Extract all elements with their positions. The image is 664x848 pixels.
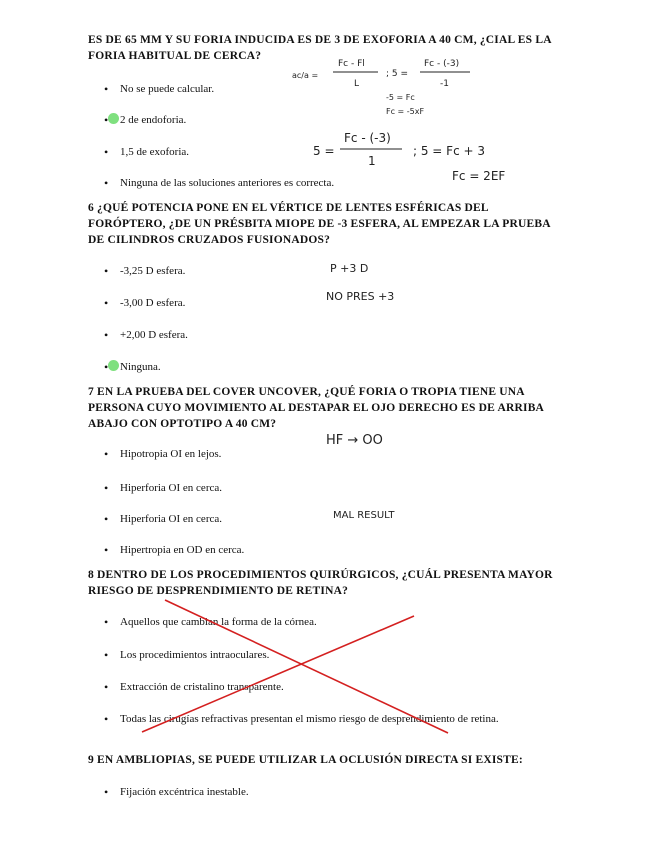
hw-q5-l: ; 5 = Fc + 3 bbox=[413, 144, 485, 158]
hw-q5-m: Fc = 2EF bbox=[452, 169, 506, 183]
bullet-icon: • bbox=[104, 512, 109, 526]
q5-option-1-text: No se puede calcular. bbox=[120, 83, 215, 95]
q7-option-3 bbox=[104, 512, 554, 526]
q8-option-4 bbox=[104, 712, 544, 726]
q6-option-2-text: -3,00 D esfera. bbox=[120, 297, 186, 309]
hw-q7-b: MAL RESULT bbox=[333, 510, 395, 521]
q8-option-2 bbox=[104, 648, 554, 662]
hw-q5-i: 5 = bbox=[313, 144, 335, 158]
q6-option-1 bbox=[104, 264, 554, 278]
hw-q5-d: ; 5 = bbox=[386, 69, 409, 79]
bullet-icon: • bbox=[104, 296, 109, 310]
q9-option-1 bbox=[104, 785, 554, 799]
q6-option-4 bbox=[104, 360, 554, 374]
q5-option-4 bbox=[104, 176, 554, 190]
q5-option-3 bbox=[104, 145, 554, 159]
bullet-icon: • bbox=[104, 328, 109, 342]
answer-highlight-mark bbox=[108, 360, 119, 371]
bullet-icon: • bbox=[104, 447, 109, 461]
q7-option-1-text: Hipotropia OI en lejos. bbox=[120, 448, 222, 460]
hw-q6-a: P +3 D bbox=[330, 262, 369, 275]
question-7-title: 7 EN LA PRUEBA DEL COVER UNCOVER, ¿QUÉ FORIA O TROPIA TIENE UNA PERSONA CUYO MOVIMIENTO AL DESTAPAR EL OJO DERECHO ES DE ARRIBA ABAJO CON OPTOTIPO A 40 CM? bbox=[88, 386, 544, 430]
hw-q6-b: NO PRES +3 bbox=[326, 290, 395, 303]
bullet-icon: • bbox=[104, 481, 109, 495]
hw-q5-e: Fc - (-3) bbox=[424, 59, 460, 69]
q8-option-1 bbox=[104, 615, 554, 629]
bullet-icon: • bbox=[104, 360, 109, 374]
bullet-icon: • bbox=[104, 264, 109, 278]
hw-q7-a: HF → OO bbox=[326, 433, 383, 448]
q5-option-2-text: 2 de endoforia. bbox=[120, 114, 187, 126]
hw-q5-b: Fc - Fl bbox=[338, 59, 365, 69]
question-6-title: 6 ¿QUÉ POTENCIA PONE EN EL VÉRTICE DE LENTES ESFÉRICAS DEL FORÓPTERO, ¿DE UN PRÉSBITA MIOPE DE -3 ESFERA, AL EMPEZAR LA PRUEBA DE CILINDROS CRUZADOS FUSIONADOS? bbox=[88, 202, 551, 246]
q8-option-2-text: Los procedimientos intraoculares. bbox=[120, 649, 270, 661]
q8-option-1-text: Aquellos que cambian la forma de la córnea. bbox=[120, 616, 317, 628]
q6-option-1-text: -3,25 D esfera. bbox=[120, 265, 186, 277]
q6-option-3-text: +2,00 D esfera. bbox=[120, 329, 188, 341]
hw-q5-j: Fc - (-3) bbox=[344, 131, 391, 145]
bullet-icon: • bbox=[104, 712, 109, 726]
hw-q5-g: -5 = Fc bbox=[386, 93, 415, 102]
bullet-icon: • bbox=[104, 543, 109, 557]
q6-option-4-text: Ninguna. bbox=[120, 361, 161, 373]
hw-q5-k: 1 bbox=[368, 154, 376, 168]
hw-q5-f: -1 bbox=[440, 79, 449, 89]
bullet-icon: • bbox=[104, 680, 109, 694]
bullet-icon: • bbox=[104, 82, 109, 96]
bullet-icon: • bbox=[104, 145, 109, 159]
q5-option-1 bbox=[104, 82, 554, 96]
q8-option-3 bbox=[104, 680, 554, 694]
bullet-icon: • bbox=[104, 113, 109, 127]
bullet-icon: • bbox=[104, 615, 109, 629]
q5-option-4-text: Ninguna de las soluciones anteriores es correcta. bbox=[120, 177, 335, 189]
q7-option-1 bbox=[104, 447, 554, 461]
q7-option-2-text: Hiperforia OI en cerca. bbox=[120, 482, 222, 494]
q8-option-4-text: Todas las cirugías refractivas presentan el mismo riesgo de desprendimiento de retina. bbox=[120, 713, 499, 725]
hw-q5-a: ac/a = bbox=[292, 71, 319, 80]
q7-option-4-text: Hipertropia en OD en cerca. bbox=[120, 544, 245, 556]
q6-option-3 bbox=[104, 328, 554, 342]
answer-highlight-mark bbox=[108, 113, 119, 124]
q7-option-3-text: Hiperforia OI en cerca. bbox=[120, 513, 222, 525]
bullet-icon: • bbox=[104, 785, 109, 799]
q7-option-4 bbox=[104, 543, 554, 557]
q9-option-1-text: Fijación excéntrica inestable. bbox=[120, 786, 249, 798]
q5-option-2 bbox=[104, 113, 554, 127]
hw-q5-h: Fc = -5xF bbox=[386, 107, 425, 116]
bullet-icon: • bbox=[104, 176, 109, 190]
question-8-title: 8 DENTRO DE LOS PROCEDIMIENTOS QUIRÚRGICOS, ¿CUÁL PRESENTA MAYOR RIESGO DE DESPRENDIMIENTO DE RETINA? bbox=[88, 569, 553, 597]
q5-option-3-text: 1,5 de exoforia. bbox=[120, 146, 190, 158]
question-5-title: ES DE 65 MM Y SU FORIA INDUCIDA ES DE 3 DE EXOFORIA A 40 CM, ¿CIAL ES LA FORIA HABITUAL DE CERCA? bbox=[88, 34, 552, 62]
question-9-title: 9 EN AMBLIOPIAS, SE PUEDE UTILIZAR LA OCLUSIÓN DIRECTA SI EXISTE: bbox=[88, 754, 523, 766]
bullet-icon: • bbox=[104, 648, 109, 662]
q8-option-3-text: Extracción de cristalino transparente. bbox=[120, 681, 284, 693]
q7-option-2 bbox=[104, 481, 554, 495]
q6-option-2 bbox=[104, 296, 554, 310]
hw-q5-c: L bbox=[354, 79, 360, 89]
